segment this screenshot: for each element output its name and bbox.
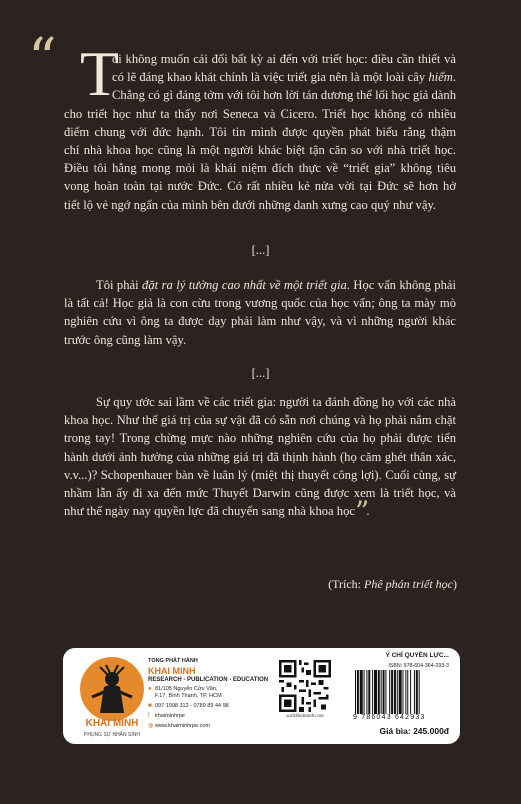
paragraph-1-line: tiết lộ vẻ ngớ ngẩn của mình bên dưới những danh xưng cao quý như vậy. [64, 197, 437, 212]
qr-caption: sachkhaiminh.com [286, 714, 324, 719]
price: Giá bìa: 245.000đ [379, 726, 449, 736]
facebook[interactable]: f khaiminhrpe [148, 713, 185, 719]
citation: (Trích: Phê phán triết học) [328, 577, 457, 591]
barcode-number: 9 786043 642933 [353, 714, 426, 721]
publisher-name: KHAI MINH [148, 666, 196, 676]
opening-quote-mark: “ [28, 27, 51, 92]
logo-tagline: PHỤNG SỰ NHÂN SINH [84, 732, 140, 738]
paragraph-1-line: chí nhà khoa học cũng là một người khác biệt tận căn so với nhà triết học. [64, 143, 456, 158]
qr-code[interactable] [279, 660, 331, 712]
paragraph-1 [64, 50, 456, 214]
paragraph-1-line: có lẽ đáng khao khát chính là việc triết gia nên là một loài cây hiếm. [112, 70, 456, 85]
paragraph-3: Sự quy ước sai lầm về các triết gia: người ta đánh đồng họ với các nhà khoa học. Như thể giá trị của sự vật đã có sẵn nơi chúng và họ phải nắm chặt trong tay! Trong chừng mực nào những nghiên cứu của họ phải được tiến hành dưới ảnh hưởng của những giá trị đã thịnh hành (họ căm ghét thân xác, v.v...)? Schopenhauer bàn về luân lý (miệt thị thuyết công lợi). Cuối cùng, sự nhầm lẫn ấy đi xa đến mức Thuyết Darwin cũng được xem là triết học, và như thế ngày nay quyền lực đã chuyển sang nhà khoa học”. [64, 395, 456, 529]
paragraph-1-line: Chẳng có gì đáng tởm với tôi hơn lời tán dương thể lối học giả dành [112, 88, 456, 103]
publisher-tagline: RESEARCH - PUBLICATION - EDUCATION [148, 677, 269, 683]
phone-icon: ■ [148, 703, 152, 709]
paragraph-1-line: vong hoàn toàn tại nước Đức. Có rất nhiều kẻ nửa vời tại Đức sẽ hơn hở [64, 179, 456, 194]
barcode [353, 670, 449, 714]
book-title: Ý CHÍ QUYỀN LỰC... [385, 652, 449, 659]
publisher-card [63, 648, 460, 744]
logo-emblem [80, 657, 144, 721]
isbn: ISBN: 978-604-364-293-3 [388, 663, 449, 669]
publisher-info [148, 658, 278, 730]
drop-cap: T [80, 38, 120, 109]
paragraph-1-line: ôi không muốn cải đổi bất kỳ ai đến với triết học: điều cần thiết và [112, 52, 456, 66]
paragraph-2: Tôi phải đặt ra lý tưởng cao nhất về một triết gia. Học vấn không phải là tất cả! Học giả là con cừu trong vương quốc của học vấn; ông ta mày mò nghiên cứu vì ông ta được dạy phải làm như vậy, và vì những người khác trước ông cũng làm vậy. [64, 278, 456, 347]
facebook-icon: f [148, 713, 150, 719]
ellipsis-separator: [...] [251, 366, 270, 380]
publisher-logo [76, 657, 154, 738]
address: ● 81/105 Nguyễn Cửu Vân, F.17, Bình Thạnh, TP. HCM [148, 686, 222, 699]
phone: ■ 097 1998 312 - 0789 89 44 98 [148, 703, 229, 709]
globe-icon: ◍ [148, 723, 154, 729]
logo-name: KHAI MINH [85, 718, 139, 729]
closing-quote-mark: ” [354, 495, 367, 529]
location-pin-icon: ● [148, 686, 152, 692]
website[interactable]: ◍ www.khaiminhrpe.com [148, 723, 211, 729]
distributor-label: TỔNG PHÁT HÀNH [148, 658, 198, 664]
paragraph-1-line: cho triết học như ta thấy nơi Seneca và Cicero. Triết học không có nhiều [64, 106, 456, 121]
paragraph-1-line: điểm chung với đức hạnh. Tôi tin mình được quyền phát biểu rằng thậm [64, 124, 456, 139]
paragraph-1-line: Điều tôi hằng mong mỏi là khái niệm đích thực về “triết gia” không tiêu [64, 161, 456, 176]
ellipsis-separator: [...] [251, 243, 270, 257]
